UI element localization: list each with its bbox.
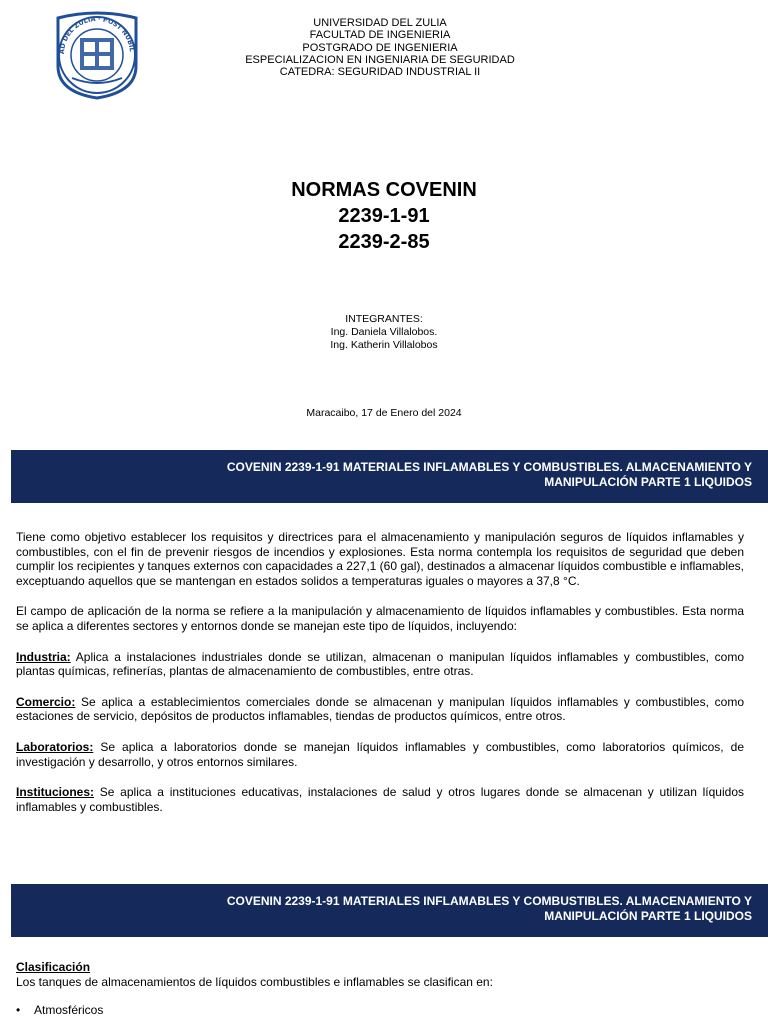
scope-paragraph: El campo de aplicación de la norma se refiere a la manipulación y almacenamiento de líquidos inflamables y combustibles. Esta norma se aplica a diferentes sectores y entornos donde se manejan este tipo de líquidos, incluyendo: — [16, 604, 744, 633]
scope-item-text: Se aplica a establecimientos comerciales donde se almacenan y manipulan líquidos inflamables y combustibles, como estaciones de servicio, depósitos de productos inflamables, tiendas de productos químicos, entre otros. — [16, 694, 744, 724]
banner-line-2: MANIPULACIÓN PARTE 1 LIQUIDOS — [544, 474, 752, 489]
title-line-1: NORMAS COVENIN — [291, 179, 477, 201]
scope-item-label: Instituciones: — [16, 785, 95, 800]
scope-item-label: Industria: — [16, 649, 71, 664]
banner-line-1: COVENIN 2239-1-91 MATERIALES INFLAMABLES Y COMBUSTIBLES. ALMACENAMIENTO Y — [226, 460, 752, 474]
members-block — [0, 313, 768, 352]
scope-item-text: Aplica a instalaciones industriales donde se utilizan, almacenan o manipulan líquidos inflamables y combustibles, como plantas químicas, refinerías, plantas de almacenamiento de combustibles, entre otras. — [16, 649, 744, 679]
seal-text: AD DEL ZULIA · POST NUBIL — [57, 14, 136, 55]
header-line-faculty: FACULTAD DE INGENIERIA — [309, 29, 451, 42]
section-2-body — [16, 960, 744, 1018]
list-item: • Atmosféricos — [16, 1003, 744, 1018]
scope-item-comercio — [16, 695, 744, 724]
objective-paragraph: Tiene como objetivo establecer los requisitos y directrices para el almacenamiento y manipulación seguros de líquidos inflamables y combustibles, con el fin de prevenir riesgos de incendios y explosiones. Esta norma contempla los requisitos de seguridad que deben cumplir los recipientes y tanques externos con capacidades a 227,1 (60 gal), destinados a almacenar líquidos combustible e inflamables, exceptuando aquellos que se mantengan en estados solidos a temperaturas iguales o mayores a 37,8 °C. — [16, 530, 744, 588]
university-header — [190, 17, 570, 78]
member-name: Ing. Daniela Villalobos. — [330, 326, 438, 338]
university-seal-icon — [50, 8, 144, 100]
title-line-2: 2239-1-91 — [338, 205, 430, 227]
classification-intro: Los tanques de almacenamientos de líquidos combustibles e inflamables se clasifican en: — [16, 974, 493, 989]
classification-list — [16, 1003, 744, 1018]
document-title — [0, 177, 768, 255]
section-banner — [11, 884, 768, 937]
university-seal — [50, 8, 144, 100]
header-line-university: UNIVERSIDAD DEL ZULIA — [313, 17, 447, 29]
header-line-specialization: ESPECIALIZACION EN INGENIARIA DE SEGURIDAD — [245, 53, 515, 66]
section-1-body — [16, 530, 744, 830]
header-line-postgrado: POSTGRADO DE INGENIERIA — [302, 41, 458, 54]
section-banner — [11, 450, 768, 503]
classification-heading: Clasificación — [16, 960, 91, 974]
scope-item-label: Comercio: — [16, 694, 76, 709]
header-line-catedra: CATEDRA: SEGURIDAD INDUSTRIAL II — [279, 66, 481, 79]
members-label: INTEGRANTES: — [345, 313, 423, 325]
banner-line-1: COVENIN 2239-1-91 MATERIALES INFLAMABLES Y COMBUSTIBLES. ALMACENAMIENTO Y — [226, 894, 752, 908]
document-date: Maracaibo, 17 de Enero del 2024 — [306, 407, 462, 419]
scope-item-text: Se aplica a laboratorios donde se manejan líquidos inflamables y combustibles, como laboratorios químicos, de investigación y desarrollo, y otros entornos similares. — [16, 739, 744, 769]
scope-item-instituciones — [16, 785, 744, 814]
scope-item-text: Se aplica a instituciones educativas, instalaciones de salud y otros lugares donde se almacenan y utilizan líquidos inflamables y combustibles. — [16, 785, 744, 814]
scope-item-industria — [16, 650, 744, 679]
scope-item-label: Laboratorios: — [16, 739, 94, 754]
member-name: Ing. Katherin Villalobos — [330, 339, 438, 351]
banner-line-2: MANIPULACIÓN PARTE 1 LIQUIDOS — [544, 908, 752, 923]
scope-item-laboratorios — [16, 740, 744, 769]
title-line-3: 2239-2-85 — [338, 231, 430, 253]
